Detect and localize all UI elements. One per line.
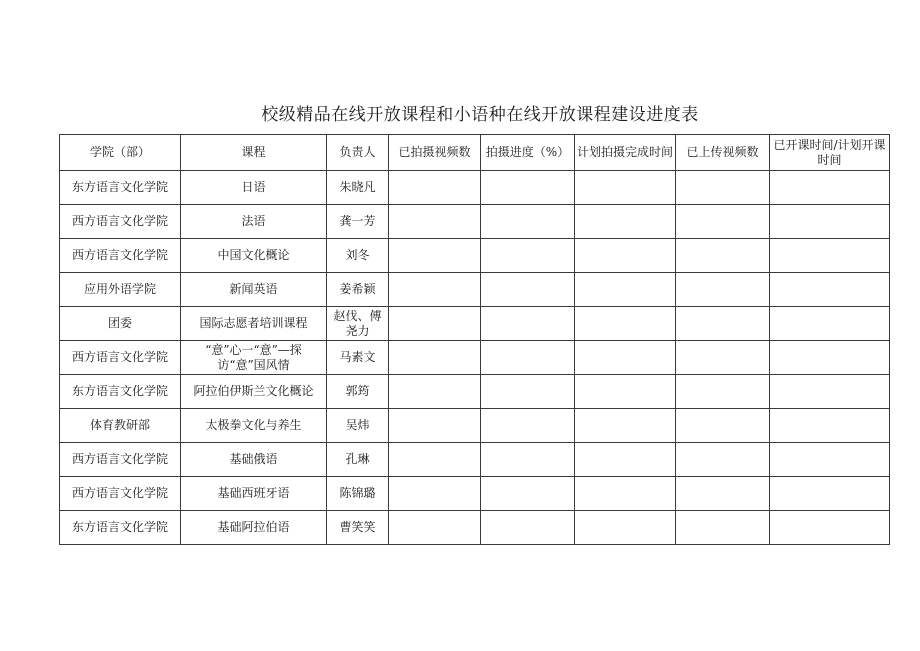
cell-college: 应用外语学院	[60, 273, 181, 307]
page-title: 校级精品在线开放课程和小语种在线开放课程建设进度表	[261, 105, 699, 125]
header-open-time: 已开课时间/计划开课时间	[770, 135, 890, 171]
cell-planned-finish	[575, 477, 676, 511]
cell-open-time	[770, 443, 890, 477]
cell-videos-uploaded	[676, 239, 770, 273]
progress-table	[59, 134, 890, 545]
cell-college: 西方语言文化学院	[60, 205, 181, 239]
cell-open-time	[770, 205, 890, 239]
cell-lead: 孔琳	[327, 443, 389, 477]
table-row	[60, 273, 890, 307]
cell-shoot-progress	[481, 205, 575, 239]
cell-course: 基础西班牙语	[181, 477, 327, 511]
cell-course: 中国文化概论	[181, 239, 327, 273]
cell-planned-finish	[575, 205, 676, 239]
cell-planned-finish	[575, 341, 676, 375]
cell-lead: 朱晓凡	[327, 171, 389, 205]
cell-lead: 吴炜	[327, 409, 389, 443]
table-row	[60, 239, 890, 273]
cell-videos-uploaded	[676, 205, 770, 239]
cell-videos-shot	[389, 205, 481, 239]
cell-videos-shot	[389, 443, 481, 477]
cell-course: “意”心一“意”—探访“意”国风情	[181, 341, 327, 375]
header-row	[60, 135, 890, 171]
cell-planned-finish	[575, 375, 676, 409]
cell-videos-shot	[389, 477, 481, 511]
cell-videos-uploaded	[676, 375, 770, 409]
cell-videos-shot	[389, 409, 481, 443]
cell-open-time	[770, 409, 890, 443]
cell-planned-finish	[575, 443, 676, 477]
table-row	[60, 477, 890, 511]
header-videos-shot: 已拍摄视频数	[389, 135, 481, 171]
cell-shoot-progress	[481, 477, 575, 511]
cell-videos-uploaded	[676, 341, 770, 375]
cell-videos-shot	[389, 375, 481, 409]
cell-college: 东方语言文化学院	[60, 171, 181, 205]
cell-open-time	[770, 511, 890, 545]
cell-lead: 赵伐、傅尧力	[327, 307, 389, 341]
cell-lead: 龚一芳	[327, 205, 389, 239]
cell-shoot-progress	[481, 511, 575, 545]
cell-videos-uploaded	[676, 171, 770, 205]
header-college: 学院（部）	[60, 135, 181, 171]
cell-open-time	[770, 239, 890, 273]
cell-college: 体育教研部	[60, 409, 181, 443]
table-row	[60, 341, 890, 375]
table-row	[60, 511, 890, 545]
cell-open-time	[770, 375, 890, 409]
cell-shoot-progress	[481, 273, 575, 307]
cell-course: 基础俄语	[181, 443, 327, 477]
table-row	[60, 171, 890, 205]
cell-shoot-progress	[481, 409, 575, 443]
cell-college: 东方语言文化学院	[60, 375, 181, 409]
cell-videos-uploaded	[676, 443, 770, 477]
cell-shoot-progress	[481, 307, 575, 341]
cell-videos-uploaded	[676, 409, 770, 443]
cell-open-time	[770, 307, 890, 341]
cell-videos-uploaded	[676, 273, 770, 307]
cell-college: 西方语言文化学院	[60, 443, 181, 477]
cell-shoot-progress	[481, 341, 575, 375]
cell-course: 日语	[181, 171, 327, 205]
cell-videos-shot	[389, 239, 481, 273]
cell-lead: 陈锦璐	[327, 477, 389, 511]
cell-course: 法语	[181, 205, 327, 239]
table-row	[60, 375, 890, 409]
cell-planned-finish	[575, 409, 676, 443]
cell-lead: 曹笑笑	[327, 511, 389, 545]
cell-shoot-progress	[481, 443, 575, 477]
cell-open-time	[770, 171, 890, 205]
cell-course: 国际志愿者培训课程	[181, 307, 327, 341]
table-row	[60, 443, 890, 477]
table-row	[60, 409, 890, 443]
cell-videos-shot	[389, 307, 481, 341]
cell-planned-finish	[575, 511, 676, 545]
cell-course: 太极拳文化与养生	[181, 409, 327, 443]
cell-planned-finish	[575, 239, 676, 273]
cell-videos-uploaded	[676, 477, 770, 511]
cell-planned-finish	[575, 273, 676, 307]
table-row	[60, 307, 890, 341]
table-row	[60, 205, 890, 239]
header-videos-uploaded: 已上传视频数	[676, 135, 770, 171]
cell-lead: 郭筠	[327, 375, 389, 409]
cell-open-time	[770, 477, 890, 511]
cell-college: 西方语言文化学院	[60, 239, 181, 273]
cell-college: 团委	[60, 307, 181, 341]
cell-course: 新闻英语	[181, 273, 327, 307]
cell-lead: 马素文	[327, 341, 389, 375]
cell-shoot-progress	[481, 171, 575, 205]
cell-videos-uploaded	[676, 307, 770, 341]
cell-videos-shot	[389, 341, 481, 375]
cell-videos-shot	[389, 171, 481, 205]
cell-course: 基础阿拉伯语	[181, 511, 327, 545]
cell-planned-finish	[575, 307, 676, 341]
cell-lead: 刘冬	[327, 239, 389, 273]
cell-videos-shot	[389, 511, 481, 545]
cell-open-time	[770, 341, 890, 375]
cell-open-time	[770, 273, 890, 307]
cell-lead: 姜希颖	[327, 273, 389, 307]
header-course: 课程	[181, 135, 327, 171]
cell-college: 西方语言文化学院	[60, 341, 181, 375]
cell-videos-uploaded	[676, 511, 770, 545]
cell-shoot-progress	[481, 375, 575, 409]
cell-planned-finish	[575, 171, 676, 205]
header-shoot-progress: 拍摄进度（%）	[481, 135, 575, 171]
cell-videos-shot	[389, 273, 481, 307]
cell-course: 阿拉伯伊斯兰文化概论	[181, 375, 327, 409]
cell-college: 西方语言文化学院	[60, 477, 181, 511]
cell-college: 东方语言文化学院	[60, 511, 181, 545]
cell-shoot-progress	[481, 239, 575, 273]
header-lead: 负责人	[327, 135, 389, 171]
table-body	[60, 171, 890, 545]
header-planned-finish: 计划拍摄完成时间	[575, 135, 676, 171]
